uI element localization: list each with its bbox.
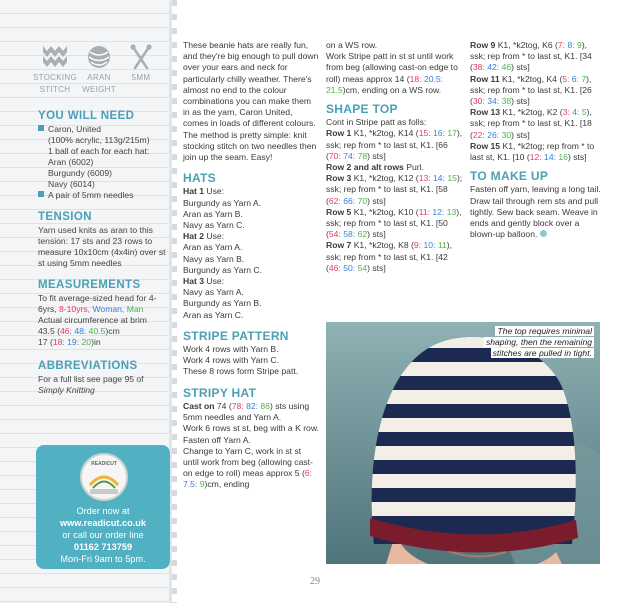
- row-13-text2: ), ssk; rep from * to last st, K1.: [470, 107, 592, 129]
- row-11-size3: 6:: [571, 73, 579, 84]
- row-5-text: K1, *k2tog, K10 (: [353, 206, 419, 217]
- row-5-sts-size4: 62: [357, 229, 368, 240]
- stripy-line4-start: Change to Yarn C, work in st st until work from beg (allowing cast-on edge to roll) meas approx 5 (: [183, 445, 313, 479]
- row-7-size4: 11: [437, 240, 447, 251]
- row-3-size3: 14:: [433, 173, 445, 184]
- cast-on-label: Cast on: [183, 400, 215, 411]
- row-11-sts-size4: 38: [501, 96, 512, 107]
- stocking-stitch-icon: [40, 44, 70, 70]
- row-15-sts-end: ) sts]: [567, 152, 587, 163]
- row-7-sts-size3: 50:: [343, 262, 356, 273]
- ws-row-text: on a WS row.: [326, 40, 378, 50]
- sidebar-content: [38, 110, 166, 396]
- row-1-size2: 15:: [418, 128, 431, 139]
- stripy-line4: [183, 446, 319, 491]
- stocking-stitch-block: [32, 44, 78, 94]
- row-2: [326, 162, 464, 173]
- cast-on-size3: 82:: [246, 400, 259, 411]
- row-15-label: Row 15: [470, 140, 501, 151]
- row-7-text2: ), ssk; rep from * to last st, K1.: [326, 240, 452, 262]
- cm-size3: 48:: [74, 326, 87, 336]
- yarn-brand: Caron, United: [48, 124, 102, 134]
- row-3-sts: [58 (: [326, 184, 448, 206]
- promo-phone: 01162 713759: [73, 542, 133, 552]
- row-7: [326, 240, 464, 274]
- aran-weight-label-2: WEIGHT: [82, 85, 116, 94]
- promo-hours: Mon-Fri 9am to 5pm.: [60, 554, 146, 564]
- row-3-sts-size2: 62:: [328, 195, 341, 206]
- yarn-spec: (100% acrylic, 113g/215m): [48, 135, 150, 145]
- row-5-size4: 13: [446, 206, 457, 217]
- row-3-size4: 15: [447, 173, 457, 184]
- row-15: [470, 141, 602, 163]
- row-13-sts-size2: 22:: [472, 129, 485, 140]
- column-b: [326, 40, 464, 274]
- row-11-size2: 5:: [562, 73, 570, 84]
- row-15-sts-size4: 16: [558, 152, 568, 163]
- needles-item: A pair of 5mm needles: [48, 190, 134, 200]
- row-7-sts-size2: 46:: [328, 262, 341, 273]
- row-1-size4: 17: [447, 128, 457, 139]
- meas-size3: 7.5:: [183, 479, 198, 490]
- row-1-sts-size3: 74:: [343, 150, 356, 161]
- hat-2: [183, 231, 319, 242]
- aran-weight-label: ARAN: [87, 73, 111, 82]
- cast-on-rest: ) sts using 5mm needles and Yarn A.: [183, 400, 310, 423]
- hat-2-use: Use:: [206, 231, 225, 242]
- row-9-text2: ), ssk; rep from * to last st, K1.: [470, 40, 588, 62]
- size-woman: Woman,: [92, 304, 125, 314]
- page-number: 29: [310, 576, 320, 587]
- hat-1-line: Aran as Yarn B.: [183, 208, 243, 219]
- project-icons: [32, 44, 162, 92]
- row-1-sts: [66 (: [326, 139, 448, 161]
- row-11-size4: 7: [581, 73, 587, 84]
- row-5-sts: [50 (: [326, 218, 448, 240]
- hats-heading: HATS: [183, 171, 216, 186]
- colour-burgundy: Burgundy (6009): [48, 168, 113, 178]
- photo-caption-text: The top requires minimal shaping, then the remaining stitches are pulled in tight.: [485, 326, 592, 358]
- row-13-text: K1, *k2tog, K2 (: [502, 107, 563, 118]
- row-9-sts-size2: 38:: [472, 62, 485, 73]
- hat-1-label: Hat 1: [183, 186, 205, 197]
- row-9-size4: 9: [577, 40, 582, 50]
- row-13-sts-size4: 30: [501, 129, 512, 140]
- hat-3-use: Use:: [206, 276, 225, 287]
- tension-text: Yarn used knits as aran to this tension: 17 sts and 23 rows to measure 10x10cm (4x4in) over st st using 5mm needles: [38, 225, 166, 268]
- row-13-size4: 5: [581, 107, 587, 118]
- row-1-text: K1, *k2tog, K14 (: [353, 128, 419, 139]
- row-2-label: Row 2 and alt rows: [326, 162, 404, 173]
- photo-caption: [464, 326, 594, 359]
- in-size3: 19:: [67, 337, 80, 347]
- hat-1-use: Use:: [206, 186, 225, 197]
- row-13: [470, 107, 602, 141]
- row-7-sts-end: ) sts]: [367, 262, 386, 273]
- row-9-sts-size3: 42:: [487, 62, 500, 73]
- measurements-heading: MEASUREMENTS: [38, 279, 141, 291]
- make-up-heading: TO MAKE UP: [470, 169, 549, 184]
- cm-size2: 46:: [59, 326, 72, 336]
- cm-unit: cm: [108, 326, 120, 336]
- row-9: [470, 40, 602, 74]
- readicut-logo: [80, 453, 128, 501]
- promo-line1: Order now at: [76, 506, 130, 516]
- you-will-need-heading: YOU WILL NEED: [38, 110, 135, 122]
- needles-icon: [127, 44, 155, 70]
- hat-3-line: Burgundy as Yarn B.: [183, 298, 262, 309]
- bullet-icon: [38, 191, 44, 197]
- row-1-size3: 16:: [433, 128, 445, 139]
- cm-base: 43.5: [38, 326, 55, 336]
- row-9-text: K1, *k2tog, K6 (: [497, 40, 558, 50]
- cast-on-text: [183, 401, 319, 423]
- stripe-work-start: Work Stripe patt in st st until work from beg (allowing cast-on edge to roll) meas approx 14 (: [326, 51, 458, 84]
- row-3-label: Row 3: [326, 173, 352, 184]
- column-c: [470, 40, 602, 240]
- meas-size4: 9: [199, 479, 205, 490]
- row-7-label: Row 7: [326, 240, 352, 251]
- row-7-sts-size4: 54: [357, 262, 368, 273]
- stripy-line4-end: )cm, ending: [204, 479, 250, 490]
- abbreviations-line: For a full list see page 95 of: [38, 374, 144, 384]
- hat-3-line: Navy as Yarn A.: [183, 287, 244, 298]
- row-2-text: Purl.: [406, 162, 424, 173]
- hat-photo: [326, 322, 600, 564]
- size-child: 4-6yrs,: [38, 293, 157, 314]
- row-5: [326, 207, 464, 241]
- stripe-work-text: [326, 51, 464, 96]
- row-5-sts-size2: 54:: [328, 229, 341, 240]
- row-1-text2: ), ssk; rep from * to last st, K1.: [326, 128, 463, 150]
- row-9-sts-end: ) sts]: [511, 62, 530, 73]
- needles-label: 5MM: [131, 73, 151, 82]
- cm-size4: 40.5: [88, 326, 106, 336]
- abbreviations-ref: Simply Knitting: [38, 385, 95, 395]
- promo-text: [36, 505, 170, 565]
- hat-2-line: Aran as Yarn A.: [183, 242, 243, 253]
- row-11-text2: ), ssk; rep from * to last st, K1.: [470, 73, 592, 95]
- row-3: [326, 173, 464, 207]
- row-1-sts-size4: 78: [357, 150, 368, 161]
- aran-weight-block: [76, 44, 122, 94]
- row-11-label: Row 11: [470, 73, 500, 84]
- row-3-sts-end: ) sts]: [367, 195, 386, 206]
- row-7-size3: 10:: [423, 240, 436, 251]
- row-11-sts-size3: 34:: [487, 96, 500, 107]
- meas-size2: 18:: [409, 73, 422, 84]
- stripe-pattern-heading: STRIPE PATTERN: [183, 328, 289, 343]
- make-up-text: [470, 184, 602, 240]
- hat-2-line: Navy as Yarn B.: [183, 253, 245, 264]
- hat-2-label: Hat 2: [183, 231, 205, 242]
- cast-on-base: 74 (: [216, 400, 232, 411]
- stripe-line: Work 4 rows with Yarn B.: [183, 344, 279, 355]
- size-man: Man: [126, 304, 144, 314]
- tension-heading: TENSION: [38, 211, 92, 223]
- row-3-sts-size3: 66:: [343, 195, 356, 206]
- row-7-sts: [42 (: [326, 251, 448, 273]
- hat-3: [183, 276, 319, 287]
- row-11-text: K1, *k2tog, K4 (: [502, 73, 563, 84]
- row-13-size3: 4:: [572, 107, 580, 118]
- stripy-line2: Work 6 rows st st, beg with a K row.: [183, 423, 319, 434]
- stocking-stitch-label: STOCKING: [32, 73, 78, 82]
- row-3-sts-size4: 70: [357, 195, 368, 206]
- row-13-size2: 3:: [562, 107, 570, 118]
- column-a: [183, 40, 319, 491]
- stripe-line: These 8 rows form Stripe patt.: [183, 366, 299, 377]
- row-11: [470, 74, 602, 108]
- row-11-sts-size2: 30:: [472, 96, 485, 107]
- row-9-sts-size4: 46: [501, 62, 512, 73]
- row-3-text: K1, *k2tog, K12 (: [353, 173, 419, 184]
- shape-top-intro: Cont in Stripe patt as folls:: [326, 117, 427, 128]
- size-older-child: 8-10yrs,: [59, 304, 91, 314]
- row-5-label: Row 5: [326, 206, 352, 217]
- end-dot-icon: [540, 230, 547, 237]
- hat-3-label: Hat 3: [183, 276, 205, 287]
- colour-navy: Navy (6014): [48, 179, 95, 189]
- in-size2: 18:: [52, 337, 65, 347]
- row-15-sts-size2: 12:: [529, 152, 542, 163]
- readicut-logo-text: READICUT: [91, 461, 117, 467]
- in-unit: in: [93, 337, 101, 347]
- needles-block: [118, 44, 164, 82]
- shape-top-heading: SHAPE TOP: [326, 102, 398, 117]
- row-13-sts-end: ) sts]: [511, 129, 530, 140]
- hat-3-line: Aran as Yarn C.: [183, 309, 244, 320]
- row-9-label: Row 9: [470, 40, 496, 50]
- stripe-work-end: )cm, ending on a WS row.: [342, 84, 442, 95]
- row-5-size3: 12:: [432, 206, 445, 217]
- stocking-stitch-label-2: STITCH: [39, 85, 71, 94]
- row-1-label: Row 1: [326, 128, 352, 139]
- intro-text: These beanie hats are really fun, and they're big enough to pull down over your ears and neck for particularly chilly weather. There's almost no end to the colour combinations you can make them in as the yarn, Caron United, comes in loads of different colours. The method is pretty simple: knit stocking stitch on two needles then join up the seam. Easy!: [183, 40, 319, 163]
- aran-weight-icon: [85, 44, 113, 70]
- row-1-sts-size2: 70:: [328, 150, 341, 161]
- make-up-body: Fasten off yarn, leaving a long tail. Draw tail through rem sts and pull tightly. Sew back seam. Weave in ends and gently block over a blown-up balloon.: [470, 184, 601, 240]
- row-5-size2: 11:: [418, 206, 430, 217]
- row-9-size3: 8:: [567, 40, 575, 50]
- measurements-line1: To fit average-sized head for: [38, 293, 147, 303]
- row-1-sts-end: ) sts]: [367, 150, 386, 161]
- row-3-size2: 13:: [418, 173, 431, 184]
- row-11-sts-end: ) sts]: [511, 96, 530, 107]
- row-3-text2: ); ssk; rep from * to last st, K1.: [326, 173, 463, 195]
- row-13-sts: [18 (: [470, 118, 592, 140]
- row-9-sts: [34 (: [470, 51, 592, 73]
- readicut-promo[interactable]: [36, 445, 170, 569]
- stripy-hat-heading: STRIPY HAT: [183, 385, 257, 400]
- you-will-need-list: [38, 124, 166, 201]
- row-13-sts-size3: 26:: [487, 129, 500, 140]
- row-7-size2: 9:: [413, 240, 422, 251]
- row-1: [326, 128, 464, 162]
- in-base: 17: [38, 337, 48, 347]
- meas-size4: 21.5: [326, 84, 343, 95]
- colour-aran: Aran (6002): [48, 157, 94, 167]
- row-5-sts-size3: 58:: [343, 229, 356, 240]
- abbreviations-heading: ABBREVIATIONS: [38, 360, 138, 372]
- abbreviations-text: [38, 374, 166, 396]
- hat-1-line: Navy as Yarn C.: [183, 220, 245, 231]
- promo-line3: or call our order line: [62, 530, 144, 540]
- stripe-line: Work 4 rows with Yarn C.: [183, 355, 279, 366]
- row-7-text: K1, *k2tog, K8 (: [353, 240, 414, 251]
- meas-size2: 6:: [304, 468, 312, 479]
- yarn-qty: 1 ball of each for each hat:: [48, 146, 150, 156]
- row-15-sts-size3: 14:: [544, 152, 556, 163]
- row-9-size2: 7:: [557, 40, 566, 50]
- stripy-line3: Fasten off Yarn A.: [183, 434, 251, 445]
- hat-1: [183, 186, 319, 197]
- bullet-icon: [38, 125, 44, 131]
- measurements-line2: Actual circumference at brim: [38, 315, 147, 325]
- row-11-sts: [26 (: [470, 84, 592, 107]
- row-13-label: Row 13: [470, 107, 501, 118]
- row-15-text: K1, *k2tog; rep from * to last st, K1. [10 (: [470, 140, 595, 163]
- measurements-text: To fit average-sized head for 4-6yrs, 8-10yrs, Woman, Man Actual circumference at brim 43.5 (46: 48: 40.5)cm 17 (18: 19: 20)in: [38, 293, 157, 347]
- promo-url-link[interactable]: www.readicut.co.uk: [60, 518, 146, 528]
- cast-on-size4: 86: [260, 400, 270, 411]
- meas-size3: 20.5:: [423, 73, 444, 84]
- hat-1-line: Burgundy as Yarn A.: [183, 197, 262, 208]
- in-size4: 20: [81, 337, 92, 347]
- row-5-text2: ), ssk; rep from * to last st, K1.: [326, 206, 462, 229]
- row-5-sts-end: ) sts]: [367, 229, 386, 240]
- cast-on-size2: 78:: [231, 400, 244, 411]
- hat-2-line: Burgundy as Yarn C.: [183, 264, 262, 275]
